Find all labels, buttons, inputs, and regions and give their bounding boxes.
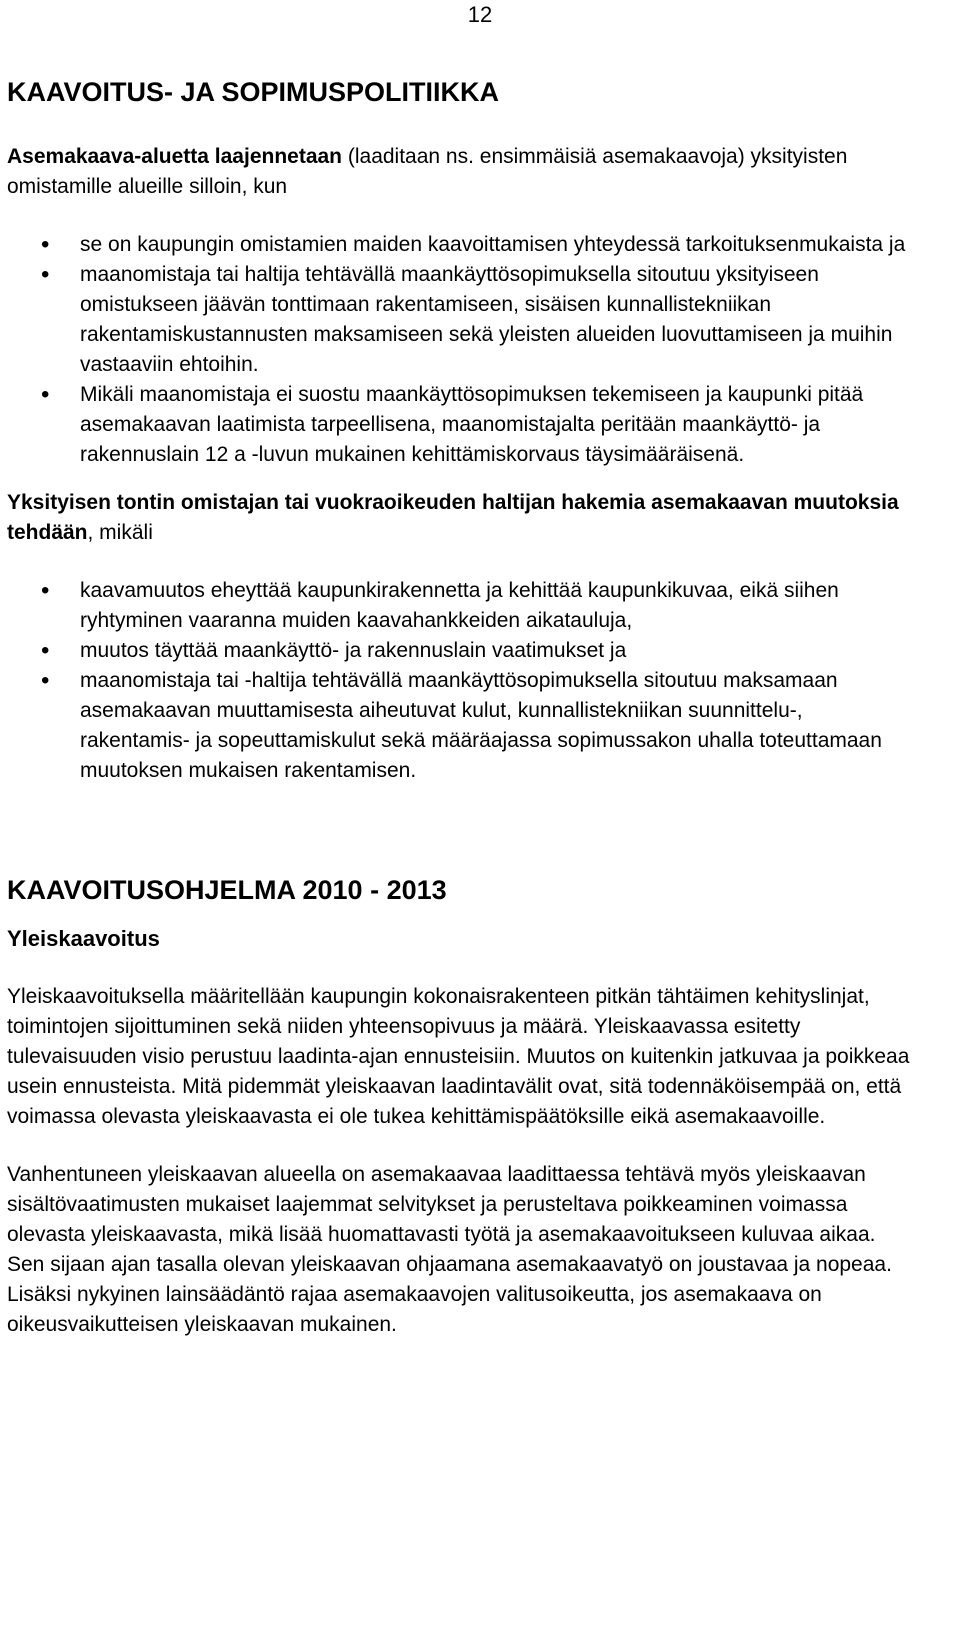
bullet-item: • maanomistaja tai haltija tehtävällä maankäyttösopimuksella sitoutuu yksityiseen omistukseen jäävän tonttimaan rakentamiseen, sisäisen kunnallistekniikan rakentamiskustannusten maksamiseen sekä yleisten alueiden luovuttamiseen ja muihin vastaaviin ehtoihin. xyxy=(7,260,912,380)
paragraph-yleiskaavoitus-1: Yleiskaavoituksella määritellään kaupungin kokonaisrakenteen pitkän tähtäimen kehityslinjat, toimintojen sijoittuminen sekä niiden yhteensopivuus ja määrä. Yleiskaavassa esitetty tulevaisuuden visio perustuu laadinta-ajan ennusteisiin. Muutos on kuitenkin jatkuvaa ja poikkeaa usein ennusteista. Mitä pidemmät yleiskaavan laadintavälit ovat, sitä todennäköisempää on, että voimassa olevasta yleiskaavasta ei ole tukea kehittämispäätöksille eikä asemakaavoille. xyxy=(7,985,910,1128)
paragraph-lead-bold: Yksityisen tontin omistajan tai vuokraoikeuden haltijan hakemia asemakaavan muutoksia tehdään xyxy=(7,491,899,544)
paragraph-yleiskaavoitus-2: Vanhentuneen yleiskaavan alueella on asemakaavaa laadittaessa tehtävä myös yleiskaavan sisältövaatimusten mukaiset laajemmat selvitykset ja perusteltava poikkeaminen voimassa olevasta yleiskaavasta, mikä lisää huomattavasti työtä ja asemakaavoitukseen kuluvaa aikaa. Sen sijaan ajan tasalla olevan yleiskaavan ohjaamana asemakaavatyö on joustavaa ja nopeaa. Lisäksi nykyinen lainsäädäntö rajaa asemakaavojen valitusoikeutta, jos asemakaava on oikeusvaikutteisen yleiskaavan mukainen. xyxy=(7,1163,892,1336)
bullet-item: • maanomistaja tai -haltija tehtävällä maankäyttösopimuksella sitoutuu maksamaan asemakaavan muuttamisesta aiheutuvat kulut, kunnallistekniikan suunnittelu-, rakentamis- ja sopeuttamiskulut sekä määräajassa sopimussakon uhalla toteuttamaan muutoksen mukaisen rakentamisen. xyxy=(7,666,912,786)
paragraph-lead-bold: Asemakaava-aluetta laajennetaan xyxy=(7,145,343,168)
bullet-item: • kaavamuutos eheyttää kaupunkirakennetta ja kehittää kaupunkikuvaa, eikä siihen ryhtyminen vaaranna muiden kaavahankkeiden aikatauluja, xyxy=(7,576,912,636)
bullet-list-conditions xyxy=(7,230,912,470)
bullet-item: • se on kaupungin omistamien maiden kaavoittamisen yhteydessä tarkoituksenmukaista ja xyxy=(7,230,912,260)
page-number: 12 xyxy=(467,2,493,27)
paragraph-yksityisen-tontin xyxy=(7,488,912,548)
bullet-item: • Mikäli maanomistaja ei suostu maankäyttösopimuksen tekemiseen ja kaupunki pitää asemakaavan laatimista tarpeellisena, maanomistajalta peritään maankäyttö- ja rakennuslain 12 a -luvun mukainen kehittämiskorvaus täysimääräisenä. xyxy=(7,380,912,470)
page-content xyxy=(7,74,912,1340)
paragraph-asemakaava-aluetta xyxy=(7,142,912,202)
section-title-kaavoitusohjelma: KAAVOITUSOHJELMA 2010 - 2013 xyxy=(7,875,447,905)
paragraph-body: , mikäli xyxy=(87,521,153,544)
bullet-item: • muutos täyttää maankäyttö- ja rakennuslain vaatimukset ja xyxy=(7,636,912,666)
subsection-title-yleiskaavoitus: Yleiskaavoitus xyxy=(7,926,160,951)
section-title-kaavoitus: KAAVOITUS- JA SOPIMUSPOLITIIKKA xyxy=(7,77,500,107)
bullet-list-muutos-conditions xyxy=(7,576,912,786)
paragraph-body: (laaditaan ns. ensimmäisiä asemakaavoja) yksityisten omistamille alueille silloin, kun xyxy=(7,145,848,198)
